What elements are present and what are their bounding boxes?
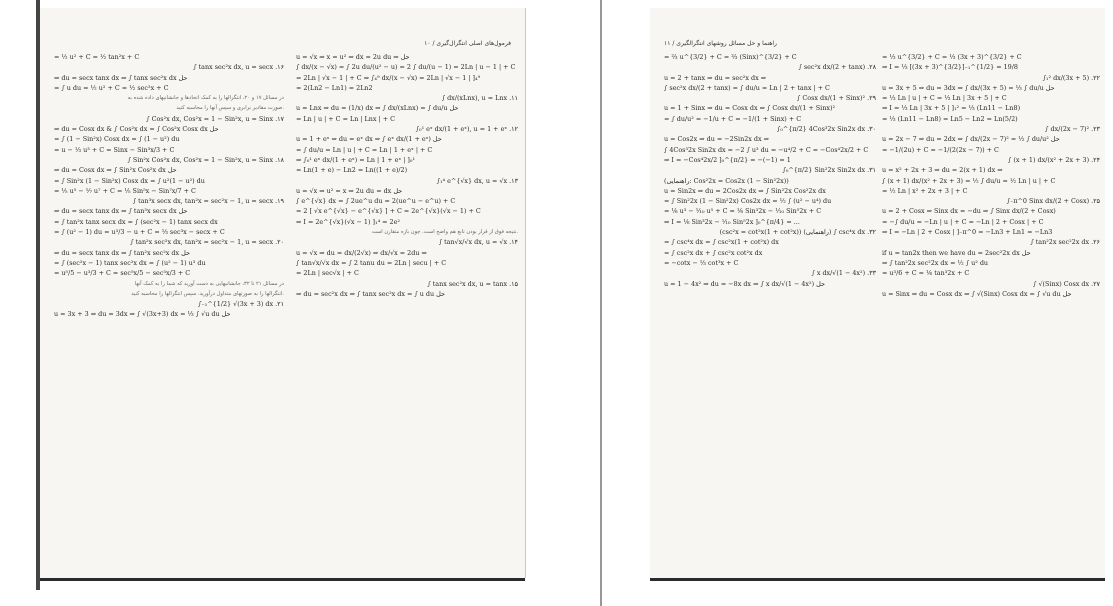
math-line: در مسائل ۱۷ و ۲۰، انتگرالها را به کمک اتحادها و جانشانیهای داده شده به — [127, 95, 284, 102]
problem-statement: (csc²x = cot²x(1 + cot²x)) (راهنمایی) ∫ csc⁴x dx .۳۲ — [719, 228, 876, 237]
book-gutter — [526, 0, 650, 606]
math-line: u = 1 + eˣ ⇒ du = eˣ dx ⇒ ∫ eˣ dx/(1 + eˣ) حل — [296, 135, 442, 144]
problem-statement: ∫ tan²x sec²x dx, tan²x = sec²x − 1, u = secx .۲۰ — [130, 238, 284, 247]
math-line: = ½ Ln | x² + 2x + 3 | + C — [882, 186, 968, 195]
problem-statement: ∫ tan√x/√x dx, u = √x .۱۴ — [438, 238, 518, 247]
math-line: (راهنمایی: Cos²2x = Cos2x (1 − Sin²2x)) — [664, 176, 789, 185]
math-line: ⇒ ∫₀¹ eˣ dx/(1 + eˣ) = Ln | 1 + eˣ | ]₀¹ — [296, 155, 416, 164]
left-page — [40, 8, 526, 578]
math-line: = ⅕ u⁵ − ⅐ u⁷ + C = ⅕ Sin⁵x − Sin⁷x/7 + C — [54, 186, 196, 195]
math-line: = u − ⅓ u³ + C = Sinx − Sin³x/3 + C — [54, 145, 175, 154]
problem-statement: ∫ Cosx dx/(1 + Sinx)² .۲۹ — [797, 94, 876, 103]
math-line: ⇒ du = Cosx dx & ∫ Cos²x dx = ∫ Cos²x Cosx dx حل — [54, 125, 219, 134]
math-line: انتگرالها را به صورتهای متداول درآورید. سپس انتگرالها را محاسبه کنید. — [131, 290, 284, 297]
problem-statement: ∫₁² dx/(3x + 5) .۲۲ — [1042, 73, 1100, 82]
problem-statement: ∫₀¹ eˣ dx/(1 + eˣ), u = 1 + eˣ .۱۲ — [415, 125, 518, 134]
left-page-bottom-edge — [40, 578, 525, 581]
problem-statement: ∫ sec²x dx/(2 + tanx) .۲۸ — [798, 63, 876, 72]
math-line: = ∫ u du = ½ u² + C = ½ sec²x + C — [54, 83, 169, 92]
math-line: u = 3x + 3 ⇒ du = 3dx ⇒ ∫ √(3x+3) dx = ⅓ ∫ √u du حل — [54, 310, 231, 319]
book-fold-line — [600, 0, 602, 606]
math-line: ⇒ I = 2e^{√x}(√x − 1) ]₁⁴ = 2e² — [296, 217, 400, 226]
math-line: ⇒ du = Cosx dx ⇒ ∫ Sin²x Cos²x dx حل — [54, 166, 177, 175]
math-line: = ∫ csc²x dx + ∫ csc²x cot²x dx — [664, 248, 763, 257]
math-line: = ⅙ u³ − ⅒ u⁵ + C = ⅙ Sin³2x − ⅒ Sin⁵2x + C — [664, 207, 822, 216]
math-line: u = 2x − 7 ⇒ du = 2dx ⇒ ∫ dx/(2x − 7)² = ½ ∫ du/u² حل — [882, 135, 1060, 144]
math-line: ⇒ du = secx tanx dx ⇒ ∫ tan³x secx dx حل — [54, 207, 188, 216]
math-line: ∫ 4Cos³2x Sin2x dx = −2 ∫ u³ du = −u⁴/2 + C = −Cos⁴2x/2 + C — [664, 145, 869, 154]
math-line: ∫ e^{√x} dx = ∫ 2ue^u du = 2(ue^u − e^u) + C — [296, 197, 456, 206]
problem-statement: ∫₋₁^{1/2} √(3x + 3) dx .۲۱ — [198, 300, 284, 309]
left-page-header: ۱۰ / فرمول‌های اصلی انتگرال‌گیری — [424, 40, 511, 47]
math-line: ⇒ du = secx tanx dx ⇒ ∫ tan²x sec²x dx حل — [54, 248, 190, 257]
math-line: u = 2 + Cosx ⇒ Sinx dx = −du ⇒ ∫ Sinx dx/(2 + Cosx) — [882, 207, 1056, 216]
math-line: ⇒ I = ⅓ Ln | 3x + 5 | ]₁² = ⅓ (Ln11 − Ln8) — [882, 104, 1021, 113]
math-line: نتیجه فوق از قرار بودن تابع هم واضح است. چون بازه متقارن است. — [371, 229, 518, 236]
problem-statement: ∫ Sin²x Cos²x dx, Cos²x = 1 − Sin²x, u = Sinx .۱۸ — [127, 155, 284, 164]
right-page — [650, 8, 1105, 578]
math-line: = 2(Ln2 − Ln1) = 2Ln2 — [296, 83, 373, 92]
math-line: ⇒ du = sec²x dx ⇒ ∫ tanx sec²x dx = ∫ u du حل — [296, 289, 445, 298]
math-line: = ∫ Sin²2x (1 − Sin²2x) Cos2x dx = ½ ∫ (u² − u⁴) du — [664, 197, 832, 206]
math-line: u = 1 + Sinx ⇒ du = Cosx dx ⇒ ∫ Cosx dx/(1 + Sinx)² — [664, 104, 835, 113]
math-line: = Ln | u | + C = Ln | Lnx | + C — [296, 114, 396, 123]
math-line: = u³/6 + C = ⅙ tan³2x + C — [882, 269, 970, 278]
problem-statement: ∫ √(Sinx) Cosx dx .۲۷ — [1033, 279, 1100, 288]
right-page-column-1 — [664, 52, 876, 560]
right-page-column-2 — [882, 52, 1100, 560]
math-line: u = Cos2x ⇒ du = −2Sin2x dx ⇒ — [664, 135, 770, 144]
left-page-column-1 — [54, 52, 284, 560]
math-line: = ∫ tan²x tanx secx dx = ∫ (sec²x − 1) tanx secx dx — [54, 217, 218, 226]
math-line: = 2 [ √x e^{√x} − e^{√x} ] + C = 2e^{√x}(√x − 1) + C — [296, 207, 481, 216]
math-line: = ∫ du/u = Ln | u | + C = Ln | 1 + eˣ | + C — [296, 145, 433, 154]
math-line: = ⅔ u^{3/2} + C = ⅔ (Sinx)^{3/2} + C — [664, 53, 797, 61]
problem-statement: ∫₀^{π/2} 4Cos³2x Sin2x dx .۳۰ — [776, 125, 876, 134]
math-line: = −cotx − ⅓ cot³x + C — [664, 258, 739, 267]
math-line: ∫ sec²x dx/(2 + tanx) = ∫ du/u = Ln | 2 + tanx | + C — [664, 83, 830, 92]
math-line: صورت مقادیر برابری و سپس آنها را محاسبه کنید. — [176, 105, 284, 112]
math-line: u = 1 − 4x² ⇒ du = −8x dx ⇒ ∫ x dx/√(1 − 4x²) حل — [664, 279, 825, 288]
problem-statement: ∫ x dx/√(1 − 4x²) .۳۳ — [811, 269, 876, 278]
math-line: u = Sinx ⇒ du = Cosx dx ⇒ ∫ √(Sinx) Cosx dx = ∫ √u du حل — [882, 289, 1072, 298]
problem-statement: ∫ tan³x secx dx, tan²x = sec²x − 1, u = secx .۱۹ — [132, 197, 284, 206]
math-line: = ½ u² + C = ½ tan²x + C — [54, 53, 140, 61]
problem-statement: ∫₋π^0 Sinx dx/(2 + Cosx) .۲۵ — [1006, 197, 1100, 206]
right-page-bottom-edge — [650, 578, 1105, 581]
math-line: = ∫ (sec²x − 1) tanx sec²x dx = ∫ (u² − 1) u³ du — [54, 258, 206, 267]
left-page-column-2 — [296, 52, 518, 560]
math-line: = ∫ csc⁴x dx = ∫ csc²x(1 + cot²x) dx — [664, 238, 779, 247]
math-line: ⇒ I = ⅓ [(3x + 3)^{3/2}]₋₁^{1/2} = 19/8 — [882, 63, 1018, 72]
math-line: ⇒ I = ⅙ Sin³2x − ⅒ Sin⁵2x ]₀^{π/4} = ... — [664, 217, 800, 226]
math-line: u = 2 + tanx ⇒ du = sec²x dx ⇒ — [664, 73, 767, 82]
math-line: ⇒ du = secx tanx dx ⇒ ∫ tanx sec²x dx حل — [54, 73, 188, 82]
math-line: ∫ (x + 1) dx/(x² + 2x + 3) = ½ ∫ du/u = ½ Ln | u | + C — [882, 176, 1056, 185]
math-line: = ⅓ Ln | u | + C = ⅓ Ln | 3x + 5 | + C — [882, 94, 1007, 103]
math-line: = Ln(1 + e) − Ln2 = Ln((1 + e)/2) — [296, 166, 408, 175]
math-line: = ⅓ (Ln11 − Ln8) = Ln5 − Ln2 = Ln(5/2) — [882, 114, 1018, 123]
math-line: = ∫ Sin²x (1 − Sin²x) Cosx dx = ∫ u²(1 − u²) du — [54, 176, 205, 185]
math-line: = ∫ (1 − Sin²x) Cosx dx = ∫ (1 − u²) du — [54, 135, 180, 144]
problem-statement: ∫ dx/(2x − 7)² .۲۳ — [1045, 125, 1100, 134]
math-line: در مسائل ۲۱ تا ۳۲، جانشانیهایی به دست آورید که شما را به کمک آنها — [134, 280, 284, 287]
problem-statement: ∫ tan²2x sec²2x dx .۲۶ — [1030, 238, 1100, 247]
problem-statement: ∫ tanx sec²x dx, u = tanx .۱۵ — [427, 279, 518, 288]
problem-statement: ∫ (x + 1) dx/(x² + 2x + 3) .۲۴ — [1008, 155, 1100, 164]
math-line: if u = tan2x then we have du = 2sec²2x dx حل — [882, 248, 1031, 257]
math-line: = −1/(2u) + C = −1/(2(2x − 7)) + C — [882, 145, 999, 154]
math-line: = −∫ du/u = −Ln | u | + C = −Ln | 2 + Cosx | + C — [882, 217, 1044, 226]
math-line: = ∫ (u² − 1) du = u³/3 − u + C = ⅓ sec³x − secx + C — [54, 228, 225, 237]
math-line: u = √x ⇒ x = u² ⇒ dx = 2u du ⇒ حل — [296, 53, 410, 61]
problem-statement: ∫ tanx sec²x dx, u = secx .۱۶ — [193, 63, 284, 72]
problem-statement: ∫₁⁴ e^{√x} dx, u = √x .۱۳ — [436, 176, 518, 185]
math-line: u = Sin2x ⇒ du = 2Cos2x dx ⇒ ∫ Sin²2x Cos²2x dx — [664, 186, 826, 195]
math-line: u = 3x + 5 ⇒ du = 3dx ⇒ ∫ dx/(3x + 5) = ⅓ ∫ du/u حل — [882, 83, 1055, 92]
math-line: = 2Ln | sec√x | + C — [296, 269, 359, 278]
right-page-header: راهنما و حل مسائل روشهای انتگرالگیری / ۱۱ — [664, 40, 777, 47]
problem-statement: ∫₀^{π/2} Sin²2x Sin2x dx .۳۱ — [782, 166, 876, 175]
math-line: = ⅓ u^{3/2} + C = ⅓ (3x + 3)^{3/2} + C — [882, 53, 1022, 61]
math-line: ∫ dx/(x − √x) = ∫ 2u du/(u² − u) = 2 ∫ du/(u − 1) = 2Ln | u − 1 | + C — [296, 63, 516, 72]
math-line: ⇒ I = −Cos⁴2x/2 ]₀^{π/2} = −(−1) = 1 — [664, 155, 791, 164]
problem-statement: ∫ dx/(xLnx), u = Lnx .۱۱ — [441, 94, 518, 103]
math-line: u = √x ⇒ du = dx/(2√x) ⇒ dx/√x = 2du ⇒ — [296, 248, 427, 257]
math-line: ⇒ I = −Ln | 2 + Cosx | ]₋π^0 = −Ln3 + Ln1 = −Ln3 — [882, 228, 1053, 237]
problem-statement: ∫ Cos²x dx, Cos²x = 1 − Sin²x, u = Sinx .۱۷ — [146, 114, 284, 123]
math-line: u = x² + 2x + 3 ⇒ du = 2(x + 1) dx ⇒ — [882, 166, 1003, 175]
math-line: u = √x ⇒ u² = x ⇒ 2u du = dx حل — [296, 186, 403, 195]
math-line: = ∫ du/u² = −1/u + C = −1/(1 + Sinx) + C — [664, 114, 802, 123]
math-line: ⇒ ∫ tan²2x sec²2x dx = ½ ∫ u² du — [882, 258, 989, 267]
math-line: u = Lnx ⇒ du = (1/x) dx ⇒ ∫ dx/(xLnx) = ∫ du/u حل — [296, 104, 459, 113]
math-line: = u⁵/5 − u³/3 + C = sec⁵x/5 − sec³x/3 + C — [54, 269, 191, 278]
math-line: ∫ tan√x/√x dx = ∫ 2 tanu du = 2Ln | secu | + C — [296, 258, 447, 267]
math-line: = 2Ln | √x − 1 | + C ⇒ ∫₄⁹ dx/(x − √x) = 2Ln | √x − 1 | ]₄⁹ — [296, 73, 481, 82]
